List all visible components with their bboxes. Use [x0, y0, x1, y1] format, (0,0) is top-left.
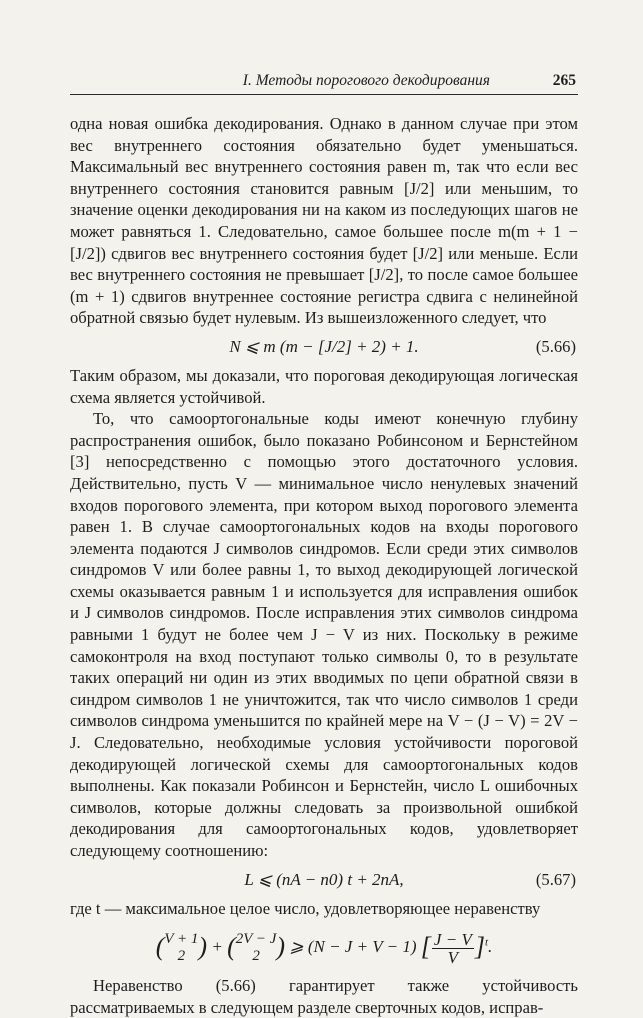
inequality-middle: ⩾ (N − J + V − 1)	[289, 937, 417, 957]
paragraph-4: где t — максимальное целое число, удовлетворяющее неравенству	[70, 898, 541, 918]
equation-number: (5.67)	[535, 869, 576, 889]
chapter-title: I. Методы порогового декодирования	[242, 72, 490, 89]
paragraph-2: Таким образом, мы доказали, что пороговая декодирующая логическая схема является устойчивой.	[70, 365, 578, 407]
binomial-2: 2V − J 2	[235, 931, 277, 965]
equation-expression: L ⩽ (nA − n0) t + 2nA,	[244, 869, 404, 889]
running-header	[70, 72, 578, 95]
equation-5-67	[70, 862, 578, 898]
page-body	[70, 113, 578, 1018]
equation-expression: N ⩽ m (m − [J/2] + 2) + 1.	[229, 336, 419, 356]
paragraph-3: То, что самоортогональные коды имеют конечную глубину распространения ошибок, было показано Робинсоном и Бернстейном [3] непосредственно с помощью этого достаточного условия. Действительно, пусть V — минимальное число ненулевых значений входов порогового элемента, при котором выход порогового элемента равен 1. В случае самоортогональных кодов на входы порогового элемента подаются J символов синдромов. Если среди этих символов синдромов V или более равны 1, то выход декодирующей логической схемы оказывается равным 1 и используется для исправления ошибок и J символов синдромов. После исправления этих символов синдрома равными 1 будут не более чем J − V из них. Поскольку в режиме самоконтроля на вход поступают только символы 0, то в результате таких операций ни один из этих вводимых по цепи обратной связи в синдром символов 1 не уничтожится, так что число символов 1 среди символов синдрома уменьшится по крайней мере на V − (J − V) = 2V − J. Следовательно, необходимые условия устойчивости пороговой декодирующей логической схемы для самоортогональных кодов выполнены. Как показали Робинсон и Бернстейн, число L ошибочных символов, которые должны следовать за произвольной ошибкой декодирования для самоортогональных кодов, удовлетворяет следующему соотношению:	[70, 409, 578, 860]
binomial-1: V + 1 2	[164, 931, 199, 965]
exponent: t	[484, 936, 489, 949]
page-number: 265	[552, 72, 576, 89]
fraction: $\frac{J - V}{V}$	[433, 929, 472, 967]
equation-5-66	[70, 329, 578, 365]
paragraph-1: одна новая ошибка декодирования. Однако в данном случае при этом вес внутреннего состояния обязательно будет уменьшаться. Максимальный вес внутреннего состояния равен m, так что если вес внутреннего состояния становится равным [J/2] или меньшим, то значение оценки декодирования ни на каком из последующих шагов не может равняться 1. Следовательно, самое большее после m(m + 1 − [J/2]) сдвигов вес внутреннего состояния будет [J/2] или меньше. Если вес внутреннего состояния не превышает [J/2], то после самое большее (m + 1) сдвигов внутреннее состояние регистра сдвига с нелинейной обратной связью будет нулевым. Из вышеизложенного следует, что	[70, 114, 578, 328]
equation-number: (5.66)	[535, 336, 576, 356]
inequality-expression: ( V + 1 2 ) + ( 2V − J 2 ) ⩾ (N − J + V − 1) [ $\frac{J - V}{V}$ ]$^t$.	[155, 929, 493, 967]
paragraph-5: Неравенство (5.66) гарантирует также устойчивость рассматриваемых в следующем разделе сверточных кодов, исправ-	[70, 976, 578, 1017]
inequality-t	[70, 919, 578, 975]
